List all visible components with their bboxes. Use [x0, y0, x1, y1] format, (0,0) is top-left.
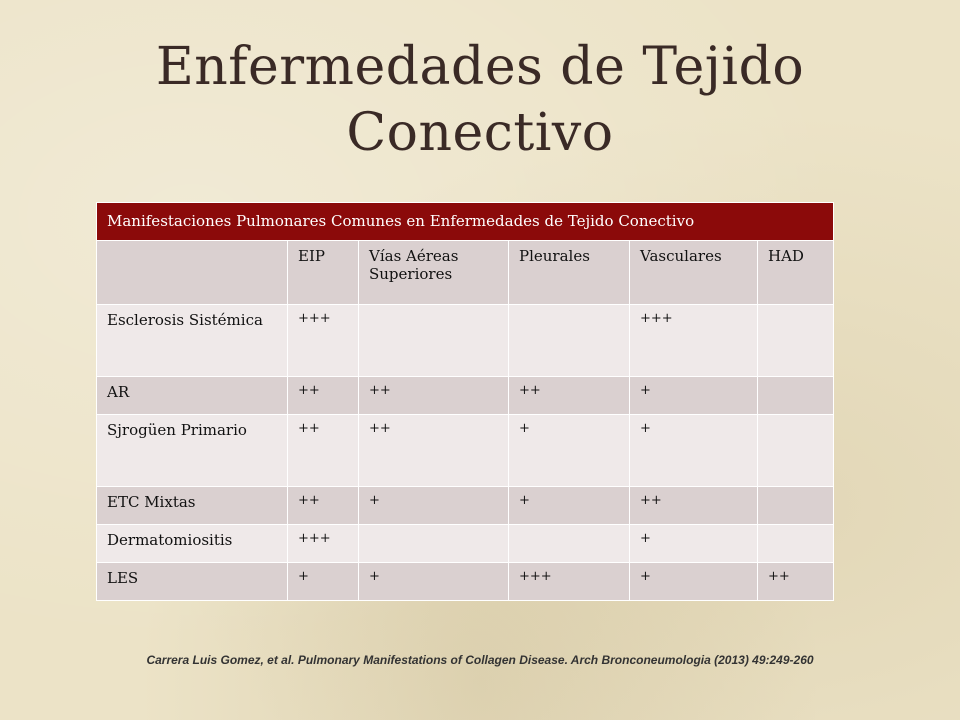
- value-cell: [758, 415, 834, 487]
- value-cell: [359, 525, 509, 563]
- header-cell-pleurales: Pleurales: [509, 241, 630, 305]
- value-cell: ++: [359, 415, 509, 487]
- value-cell: [509, 305, 630, 377]
- citation: Carrera Luis Gomez, et al. Pulmonary Manifestations of Collagen Disease. Arch Bronconeumologia (2013) 49:249-260: [146, 653, 814, 667]
- value-cell: ++: [509, 377, 630, 415]
- value-cell: ++: [288, 487, 359, 525]
- value-cell: +: [630, 525, 758, 563]
- value-cell: [758, 525, 834, 563]
- disease-cell: Dermatomiositis: [97, 525, 288, 563]
- table-header-row: [97, 241, 834, 305]
- value-cell: +: [359, 563, 509, 601]
- header-cell-had: HAD: [758, 241, 834, 305]
- table-row: [97, 377, 834, 415]
- value-cell: +: [288, 563, 359, 601]
- manifestations-table: [96, 202, 834, 601]
- value-cell: ++: [288, 415, 359, 487]
- value-cell: +++: [630, 305, 758, 377]
- value-cell: ++: [630, 487, 758, 525]
- value-cell: ++: [359, 377, 509, 415]
- value-cell: [509, 525, 630, 563]
- value-cell: ++: [288, 377, 359, 415]
- header-cell-empty: [97, 241, 288, 305]
- value-cell: +: [630, 415, 758, 487]
- value-cell: +: [630, 377, 758, 415]
- value-cell: [758, 487, 834, 525]
- value-cell: +: [509, 487, 630, 525]
- header-cell-vasculares: Vasculares: [630, 241, 758, 305]
- disease-cell: AR: [97, 377, 288, 415]
- value-cell: +: [509, 415, 630, 487]
- disease-cell: LES: [97, 563, 288, 601]
- table-row: [97, 525, 834, 563]
- disease-cell: Esclerosis Sistémica: [97, 305, 288, 377]
- value-cell: ++: [758, 563, 834, 601]
- slide-title: [0, 34, 960, 166]
- value-cell: +++: [509, 563, 630, 601]
- header-cell-eip: EIP: [288, 241, 359, 305]
- value-cell: +: [630, 563, 758, 601]
- table-row: [97, 487, 834, 525]
- value-cell: +++: [288, 525, 359, 563]
- value-cell: [359, 305, 509, 377]
- title-line-2: Conectivo: [346, 103, 614, 163]
- title-line-1: Enfermedades de Tejido: [155, 37, 805, 97]
- disease-cell: Sjrogüen Primario: [97, 415, 288, 487]
- value-cell: [758, 305, 834, 377]
- table-caption: Manifestaciones Pulmonares Comunes en Enfermedades de Tejido Conectivo: [97, 203, 834, 241]
- value-cell: +: [359, 487, 509, 525]
- table-row: [97, 563, 834, 601]
- value-cell: +++: [288, 305, 359, 377]
- table-row: [97, 415, 834, 487]
- table-row: [97, 305, 834, 377]
- table-caption-row: [97, 203, 834, 241]
- value-cell: [758, 377, 834, 415]
- header-cell-vias-aereas: Vías Aéreas Superiores: [359, 241, 509, 305]
- disease-cell: ETC Mixtas: [97, 487, 288, 525]
